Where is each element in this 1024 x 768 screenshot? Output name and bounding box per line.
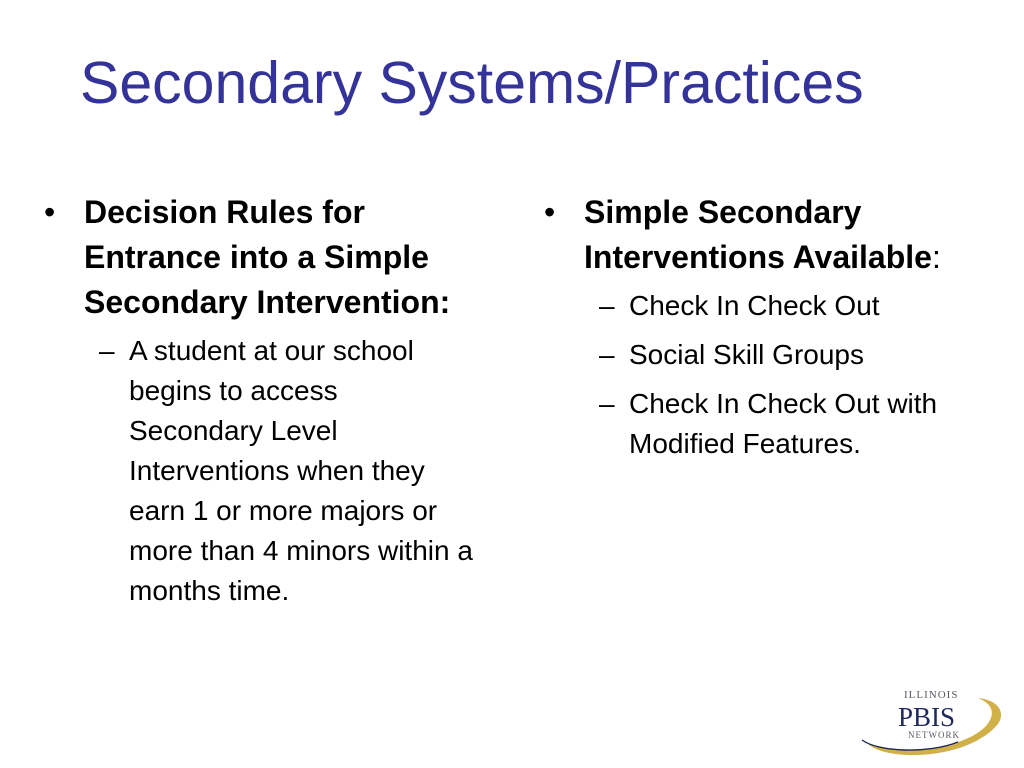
interventions-heading-colon: : [931,239,941,275]
logo-bottom-text: NETWORK [908,730,960,740]
dash-marker: – [599,290,615,321]
dash-marker: – [599,388,615,419]
left-bullet [44,190,484,325]
intervention-item: Check In Check Out with Modified Features. [629,388,938,459]
list-item [99,331,484,611]
list-item [599,286,984,326]
bullet-dot: • [44,194,56,230]
logo-main-text: PBIS [898,702,956,732]
pbis-network-logo [858,682,1008,762]
intervention-item: Social Skill Groups [629,339,864,370]
decision-rules-heading: Decision Rules for Entrance into a Simple Secondary Intervention: [84,194,451,320]
left-column [44,190,484,620]
dash-marker: – [99,335,115,366]
bullet-dot: • [544,194,556,230]
right-sub-list [544,286,984,464]
right-bullet [544,190,984,280]
interventions-heading [584,190,984,280]
left-sub-list [44,331,484,611]
logo-top-text: ILLINOIS [904,689,959,701]
intervention-item: Check In Check Out [629,290,880,321]
list-item [599,384,984,464]
list-item [599,335,984,375]
decision-rule-text: A student at our school begins to access Secondary Level Interventions when they earn 1 or more majors or more than 4 minors within a months time. [129,335,473,606]
dash-marker: – [599,339,615,370]
right-column [544,190,984,473]
slide-title: Secondary Systems/Practices [80,50,864,116]
interventions-heading-text: Simple Secondary Interventions Available [584,194,932,275]
